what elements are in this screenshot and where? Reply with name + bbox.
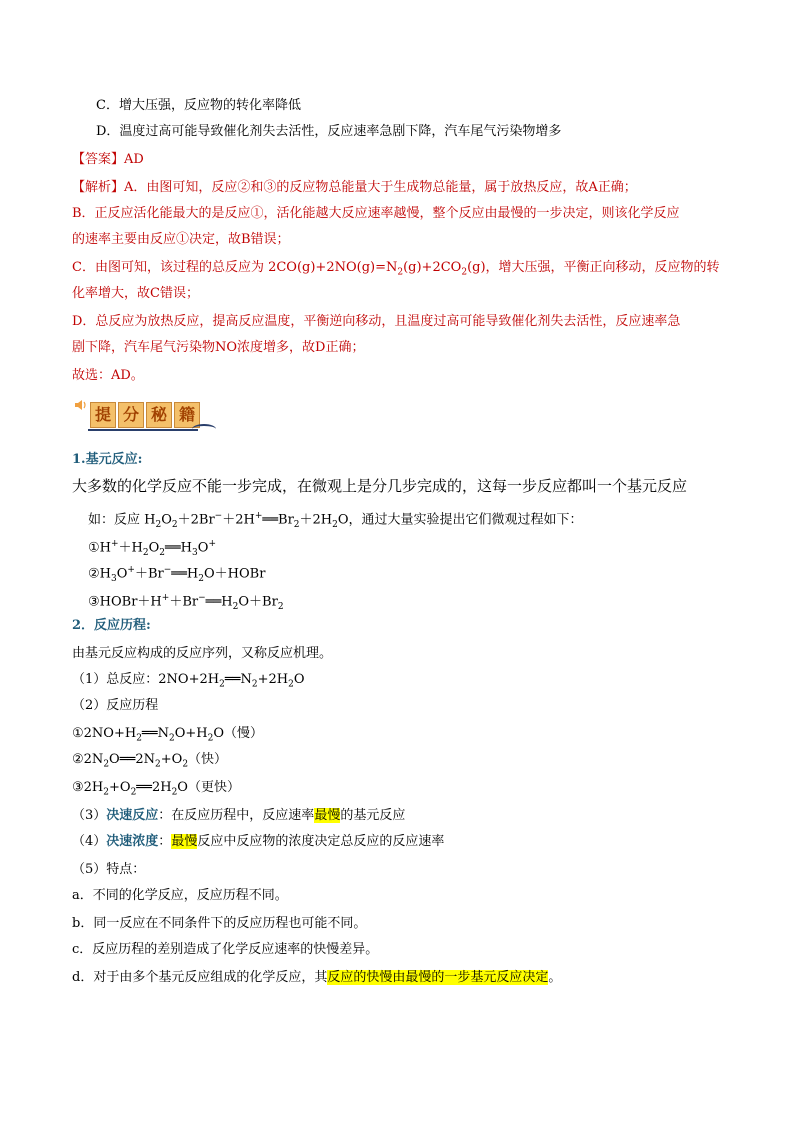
section2-item-2: （2）反应历程 [72, 698, 159, 713]
section1-step-3: $③HOBr+H^++Br^-══H_2O+Br_2$ [88, 593, 284, 612]
analysis-line-7: 剧下降，汽车尾气污染物NO浓度增多，故D正确； [72, 340, 365, 355]
section2-reaction-3: $③2H_2+O_2══2H_2O$（更快） [72, 780, 240, 798]
section2-item-3: （3）决速反应：在反应历程中，反应速率最慢的基元反应 [72, 808, 406, 823]
feature-c: c．反应历程的差别造成了化学反应速率的快慢差异。 [72, 942, 379, 957]
answer-value: AD [124, 152, 144, 167]
section2-desc: 由基元反应构成的反应序列，又称反应机理。 [72, 646, 333, 661]
analysis-line-3: 的速率主要由反应①决定，故B错误； [72, 232, 290, 247]
highlight-slowest-2: 最慢 [171, 834, 198, 849]
section2-item-4: （4）决速浓度：最慢反应中反应物的浓度决定总反应的反应速率 [72, 834, 445, 849]
section1-desc: 大多数的化学反应不能一步完成，在微观上是分几步完成的，这每一步反应都叫一个基元反应 [72, 477, 688, 495]
section2-reaction-1: $①2NO+H_2══N_2O+H_2O$（慢） [72, 726, 263, 744]
section1-step-1: $①H^++H_2O_2══H_3O^+$ [88, 539, 216, 558]
banner-char-1: 提 [90, 402, 116, 428]
section2-reaction-2: $②2N_2O══2N_2+O_2$（快） [72, 752, 228, 770]
section1-title: 1.基元反应: [72, 452, 143, 467]
analysis-line-5: 化率增大，故C错误； [72, 286, 199, 301]
analysis-label: 【解析】 [72, 180, 125, 195]
term-rate-determining-reaction: 决速反应 [106, 808, 159, 823]
banner-char-3: 秘 [146, 402, 172, 428]
analysis-line-4: C．由图可知，该过程的总反应为 $2CO(g)+2NO(g)=N_2(g)+2CO_2(g)$，增大压强，平衡正向移动，反应物的转 [72, 260, 720, 278]
highlight-key-point: 反应的快慢由最慢的一步基元反应决定 [327, 970, 549, 985]
section2-item-5: （5）特点： [72, 862, 146, 877]
feature-a: a．不同的化学反应，反应历程不同。 [72, 888, 288, 903]
feature-b: b．同一反应在不同条件下的反应历程也可能不同。 [72, 916, 367, 931]
tips-banner [74, 396, 224, 436]
term-rate-determining-concentration: 决速浓度 [106, 834, 159, 849]
highlight-slowest: 最慢 [314, 808, 341, 823]
section2-item-1: （1）总反应：$2NO+2H_2══N_2+2H_2O$ [72, 672, 305, 690]
section2-title: 2．反应历程: [72, 618, 151, 633]
option-d: D．温度过高可能导致催化剂失去活性，反应速率急剧下降，汽车尾气污染物增多 [96, 124, 562, 139]
speaker-icon [74, 398, 88, 412]
answer-row [72, 150, 144, 170]
section1-step-2: $②H_3O^++Br^-══H_2O+HOBr$ [88, 565, 266, 584]
banner-underline [88, 429, 198, 431]
answer-label: 【答案】 [72, 152, 125, 167]
banner-char-2: 分 [118, 402, 144, 428]
analysis-line-1: 【解析】A．由图可知，反应②和③的反应物总能量大于生成物总能量，属于放热反应，故A正确； [72, 180, 637, 195]
banner-char-4: 籍 [174, 402, 200, 428]
section1-example: 如：反应 $H_2O_2+2Br^-+2H^+══Br_2+2H_2O$，通过大量实验提出它们微观过程如下： [88, 511, 583, 530]
feature-d: d．对于由多个基元反应组成的化学反应，其反应的快慢由最慢的一步基元反应决定。 [72, 970, 562, 985]
banner-tail [192, 424, 216, 434]
analysis-line-8: 故选：AD。 [72, 368, 144, 383]
option-c: C．增大压强，反应物的转化率降低 [96, 98, 301, 113]
analysis-line-2: B．正反应活化能最大的是反应①，活化能越大反应速率越慢，整个反应由最慢的一步决定，则该化学反应 [72, 206, 680, 221]
analysis-line-6: D．总反应为放热反应，提高反应温度，平衡逆向移动，且温度过高可能导致催化剂失去活性，反应速率急 [72, 314, 681, 329]
